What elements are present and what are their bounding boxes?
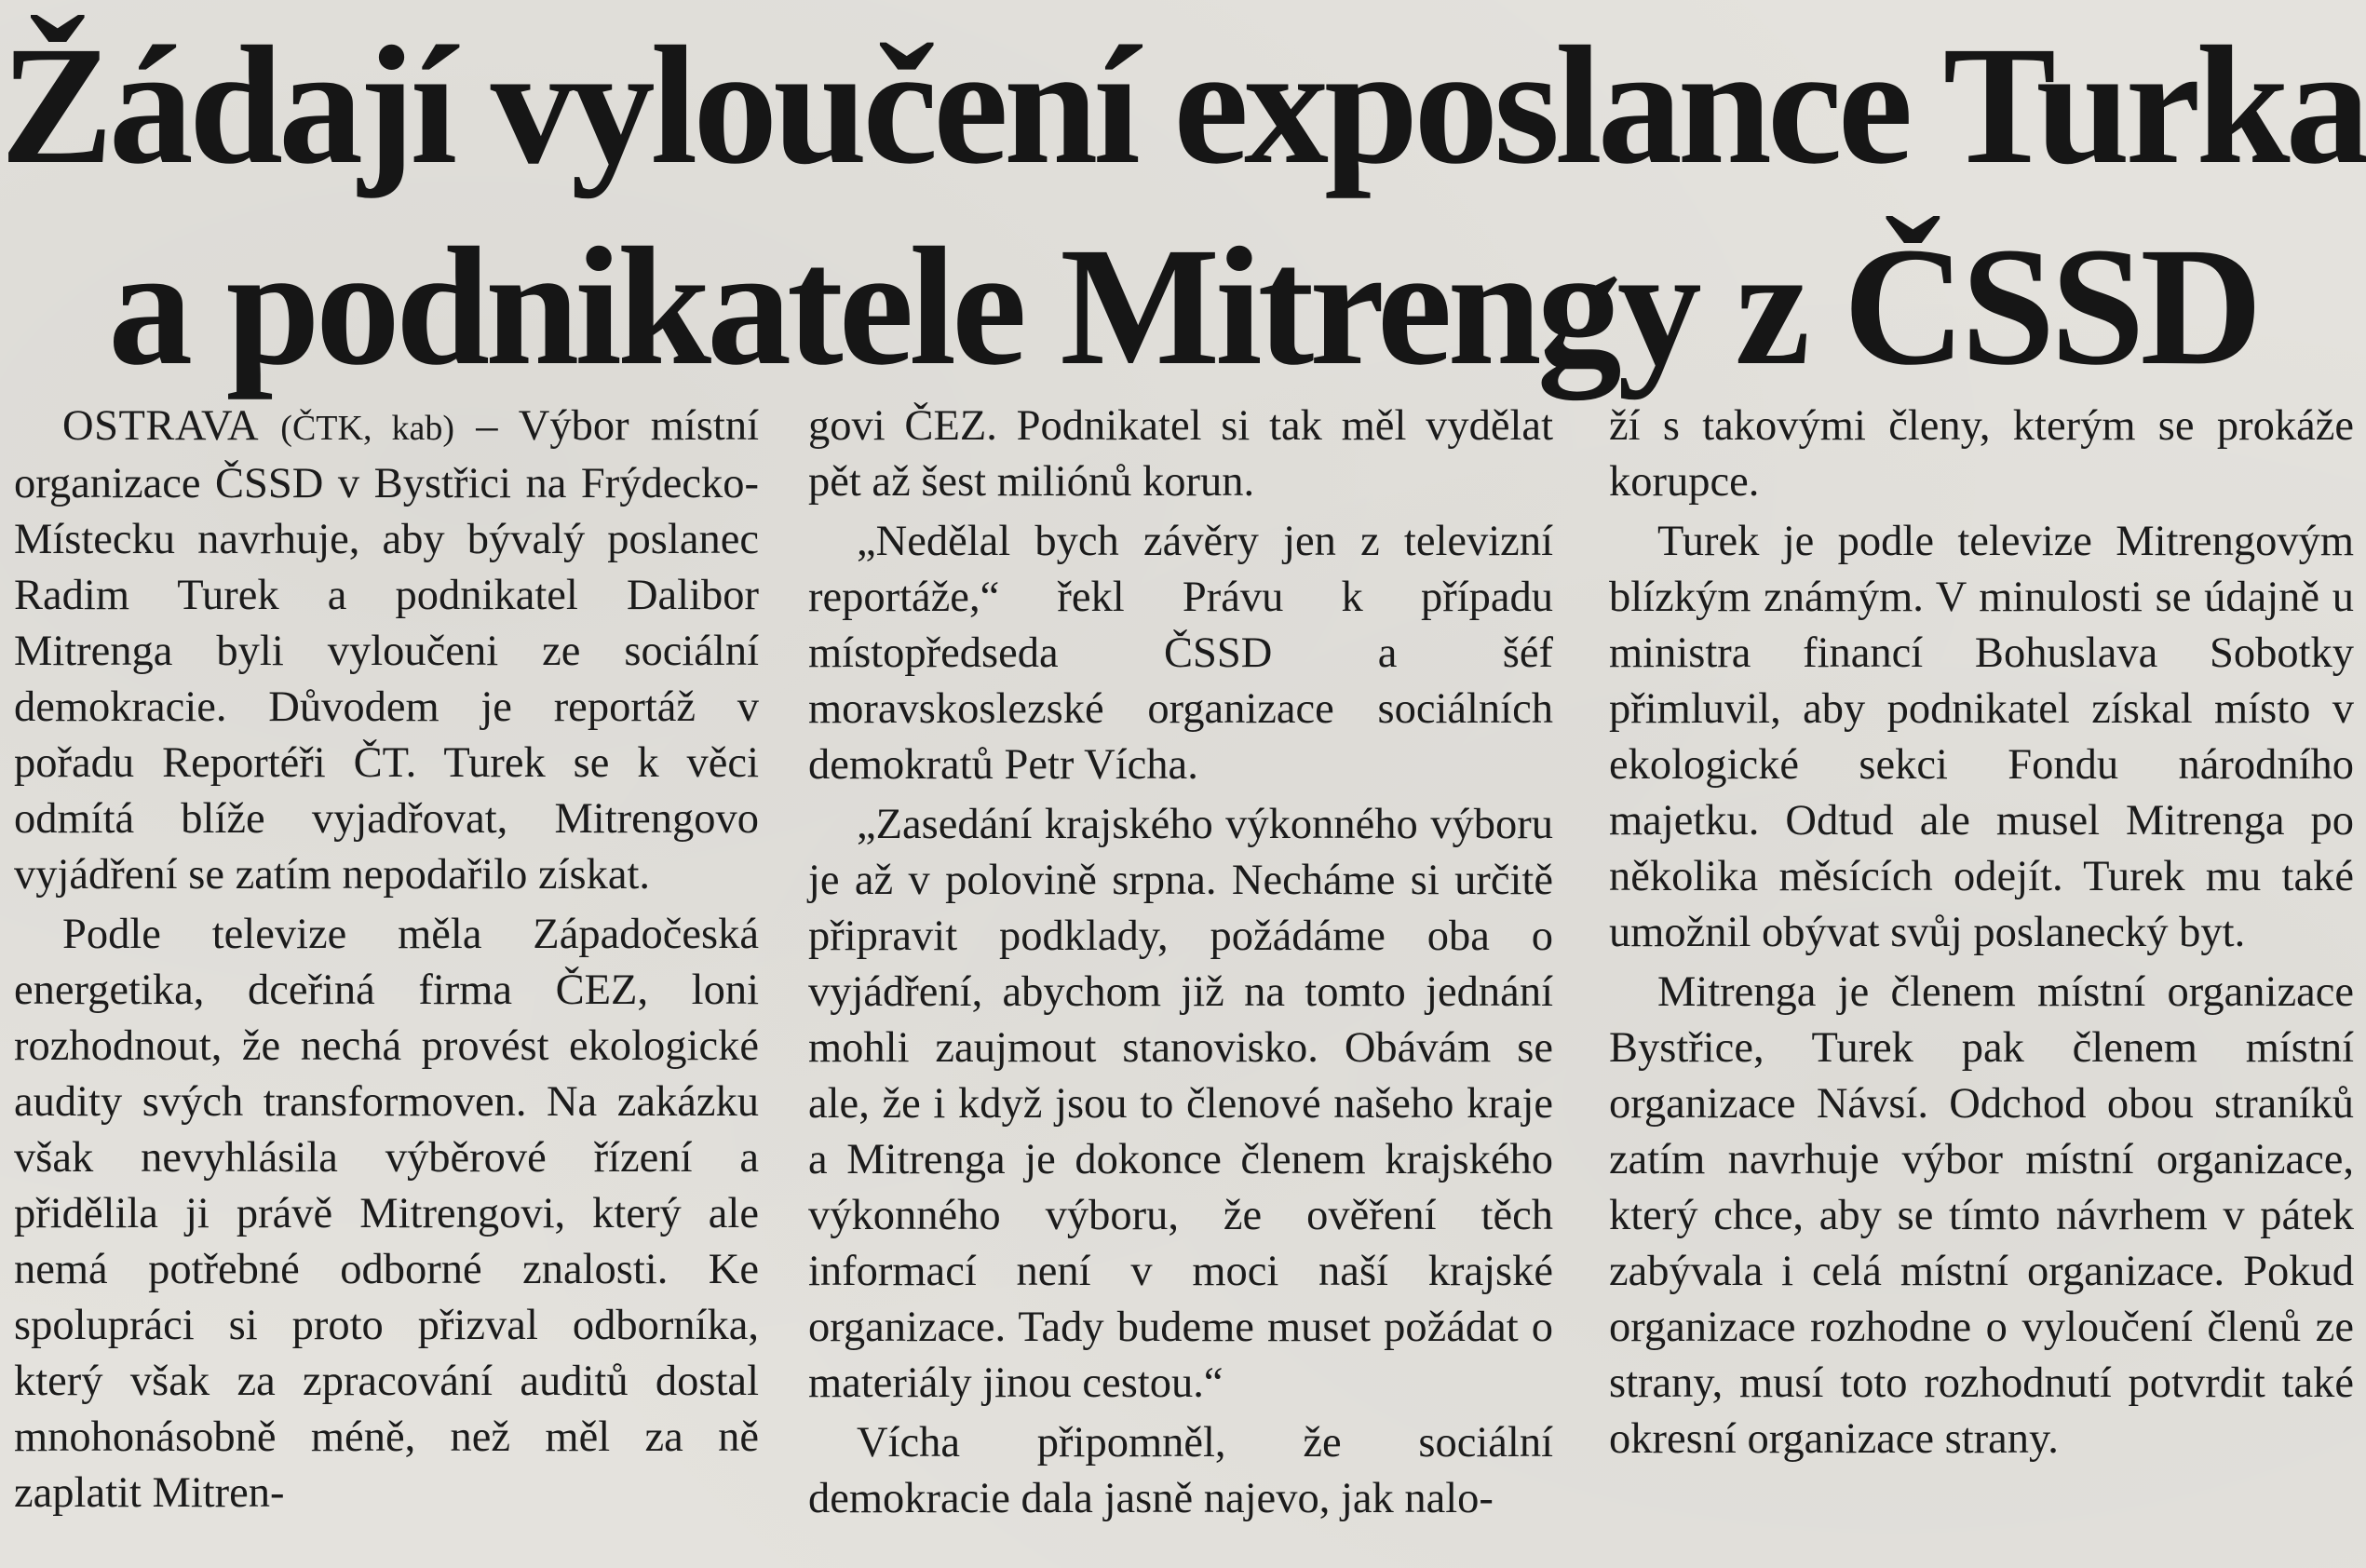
article-paragraph bbox=[14, 399, 759, 903]
article-paragraph: Mitrenga je členem místní organizace Bystřice, Turek pak členem místní organizace Návsí. Odchod obou straníků zatím navrhuje výbor místní organizace, který chce, aby se tímto návrhem v pátek zabývala i celá místní organizace. Pokud organizace rozhodne o vyloučení členů ze strany, musí toto rozhodnutí potvrdit také okresní organizace strany. bbox=[1609, 968, 2354, 1463]
article-column-2 bbox=[808, 399, 1553, 1531]
article-paragraph: ží s takovými členy, kterým se prokáže korupce. bbox=[1609, 402, 2354, 506]
article-paragraph: „Zasedání krajského výkonného výboru je až v polovině srpna. Necháme si určitě připravit podklady, požádáme oba o vyjádření, abychom již na tomto jednání mohli zaujmout stanovisko. Obávám se ale, že i když jsou to členové našeho kraje a Mitrenga je dokonce členem krajského výkonného výboru, že ověření těch informací není v moci naší krajské organizace. Tady budeme muset požádat o materiály jinou cestou.“ bbox=[808, 801, 1553, 1407]
article-paragraph: Vícha připomněl, že sociální demokracie dala jasně najevo, jak nalo- bbox=[808, 1419, 1553, 1522]
agency-credit: (ČTK, kab) bbox=[280, 409, 455, 448]
article-paragraph: Turek je podle televize Mitrengovým blízkým známým. V minulosti se údajně u ministra financí Bohuslava Sobotky přimluvil, aby podnikatel získal místo v ekologické sekci Fondu národního majetku. Odtud ale musel Mitrenga po několika měsících odejít. Turek mu také umožnil obývat svůj poslanecký byt. bbox=[1609, 518, 2354, 956]
dateline: OSTRAVA bbox=[62, 402, 260, 450]
article-body bbox=[14, 399, 2356, 1568]
article-paragraph: „Nedělal bych závěry jen z televizní reportáže,“ řekl Právu k případu místopředseda ČSSD a šéf moravskoslezské organizace sociálních demokratů Petr Vícha. bbox=[808, 518, 1553, 789]
paragraph-text: – Výbor místní organizace ČSSD v Bystřici na Frýdecko-Místecku navrhuje, aby bývalý poslanec Radim Turek a podnikatel Dalibor Mitrenga byli vyloučeni ze sociální demokracie. Důvodem je reportáž v pořadu Reportéři ČT. Turek se k věci odmítá blíže vyjadřovat, Mitrengovo vyjádření se zatím nepodařilo získat. bbox=[14, 402, 760, 899]
article-paragraph: Podle televize měla Západočeská energetika, dceřiná firma ČEZ, loni rozhodnout, že nechá provést ekologické audity svých transformoven. Na zakázku však nevyhlásila výběrové řízení a přidělila ji právě Mitrengovi, který ale nemá potřebné odborné znalosti. Ke spolupráci si proto přizval odborníka, který však za zpracování auditů dostal mnohonásobně méně, než měl za ně zaplatit Mitren- bbox=[14, 911, 759, 1517]
headline-line-2: a podnikatele Mitrengy z ČSSD bbox=[108, 213, 2258, 400]
article-paragraph: govi ČEZ. Podnikatel si tak měl vydělat pět až šest miliónů korun. bbox=[808, 402, 1553, 506]
article-column-1 bbox=[14, 399, 759, 1525]
headline-line-1: Žádají vyloučení exposlance Turka bbox=[0, 12, 2366, 199]
article-column-3 bbox=[1609, 399, 2354, 1471]
